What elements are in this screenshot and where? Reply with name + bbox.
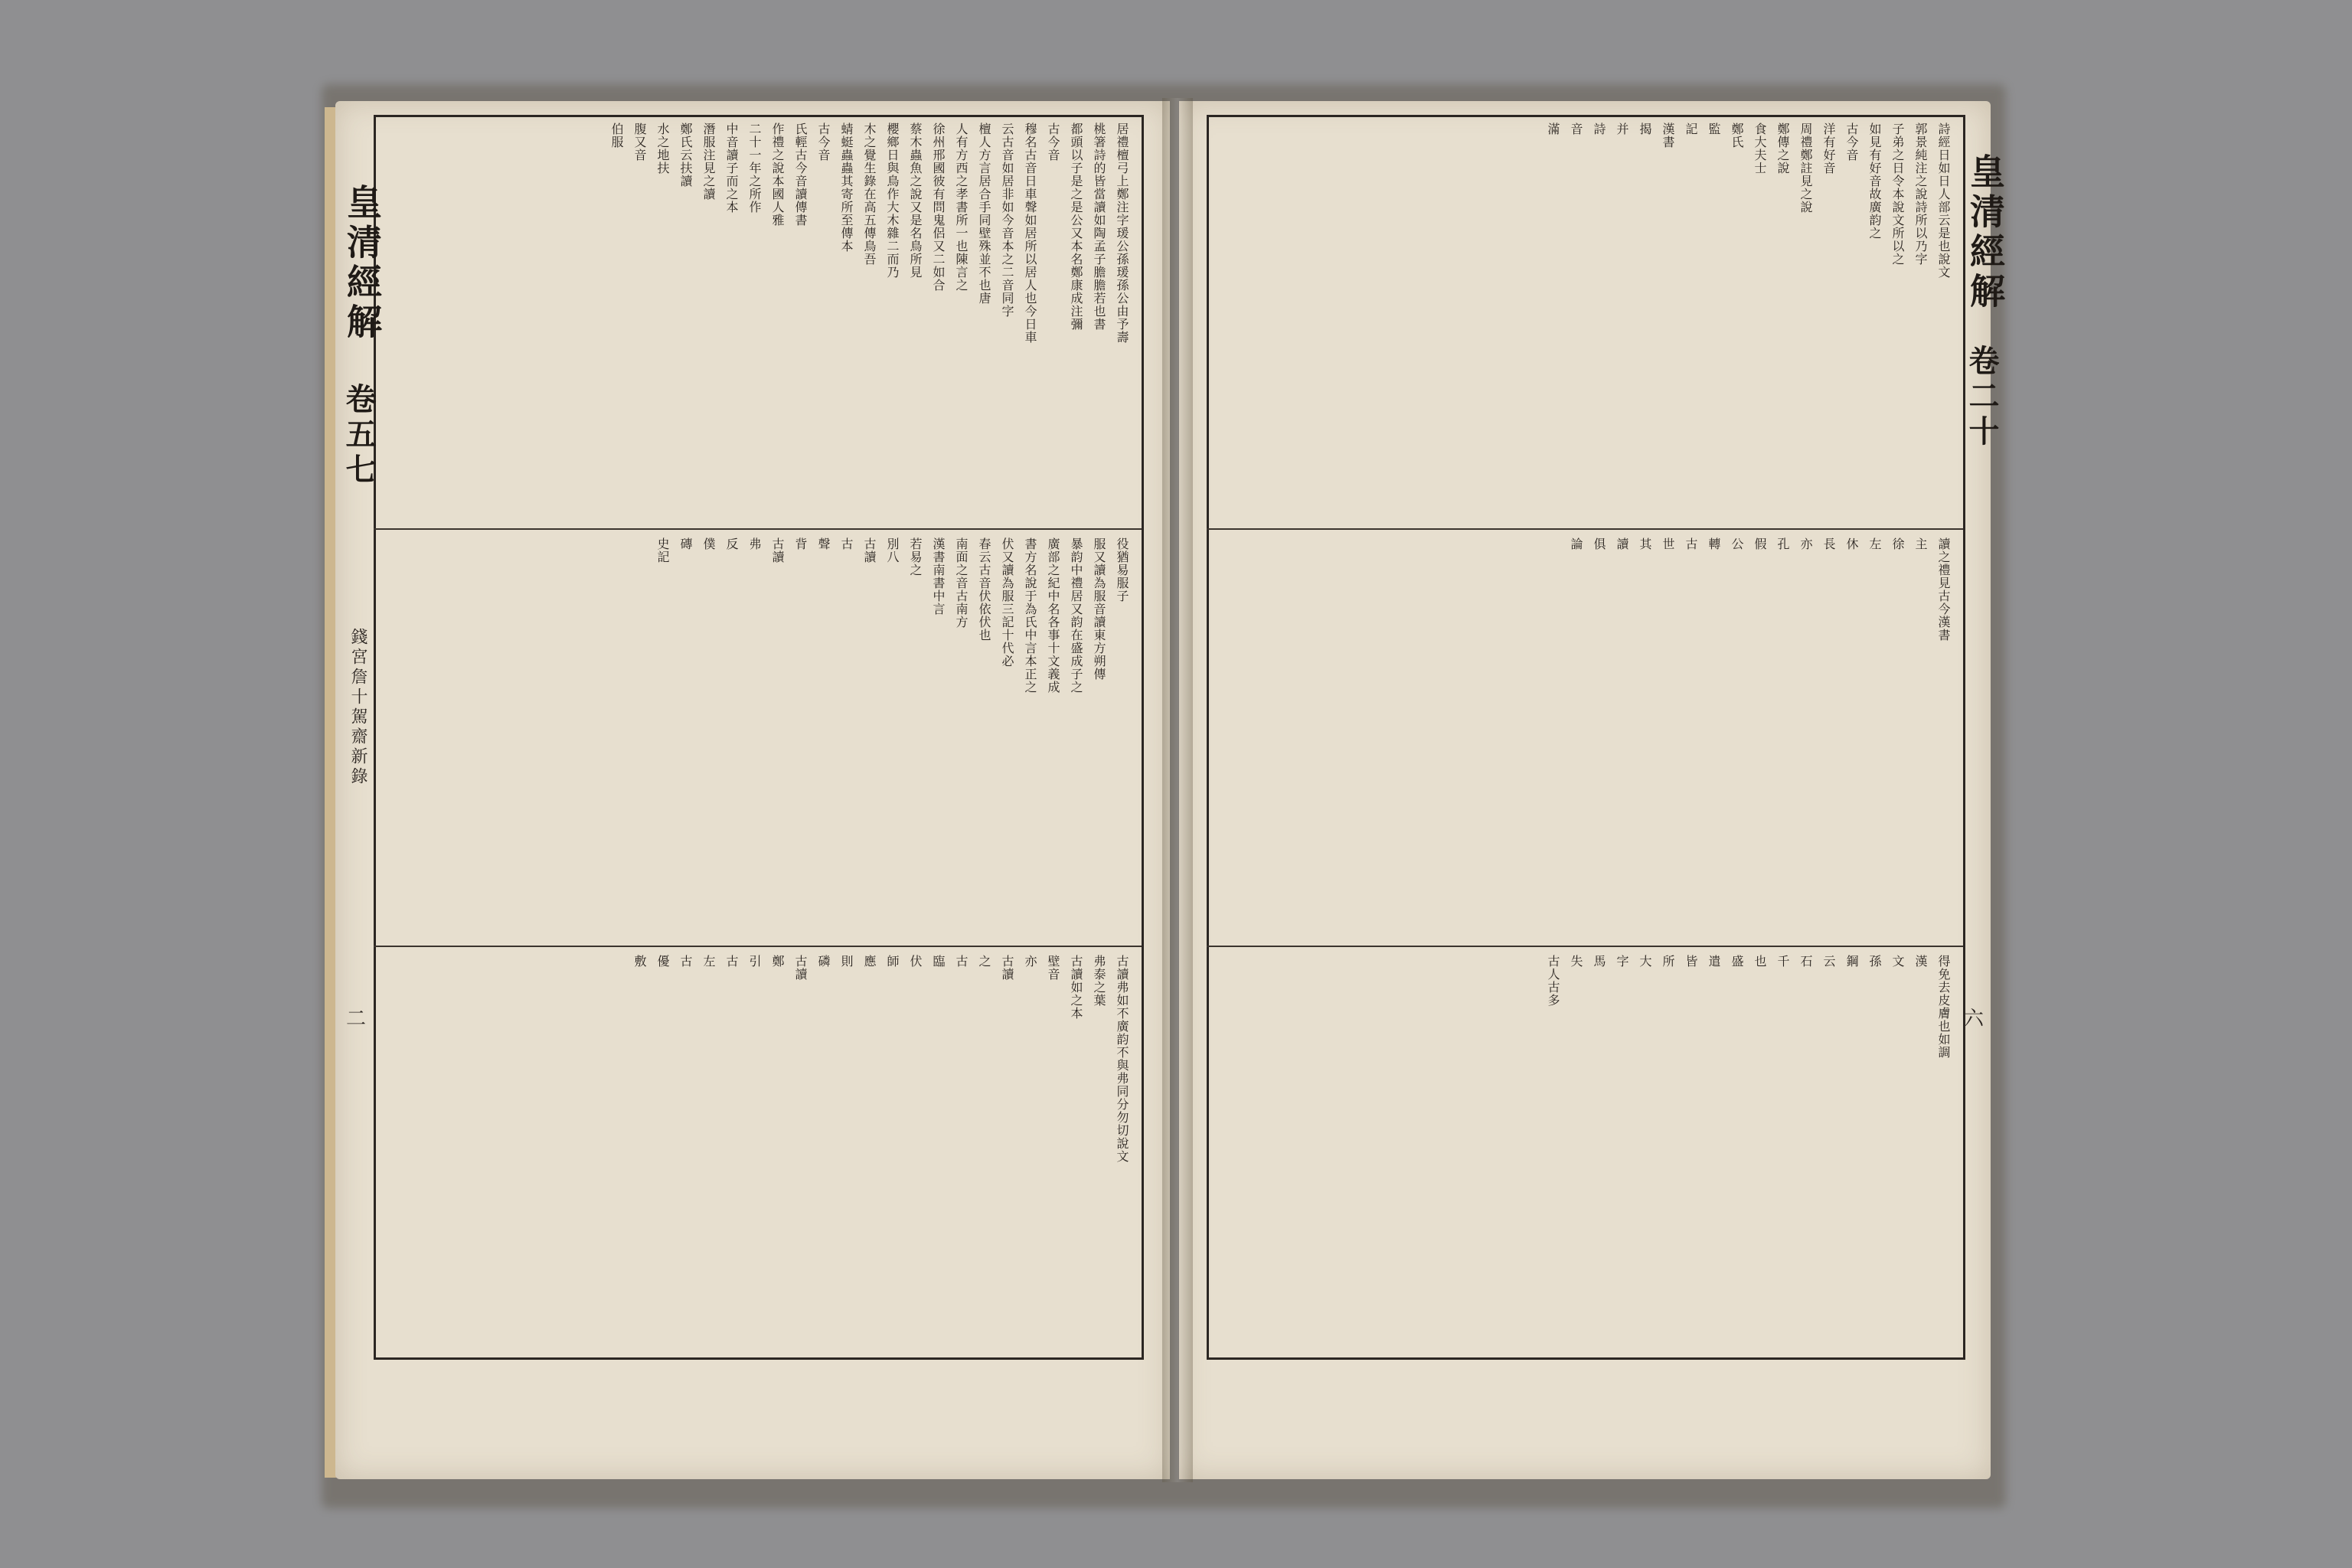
- right-middle-column: 長: [1821, 537, 1836, 550]
- right-top-column: 子弟之日令本說文所以之: [1890, 122, 1905, 266]
- right-middle-column: 休: [1844, 537, 1859, 550]
- left-bottom-column: 左: [701, 955, 716, 968]
- left-middle-band: [383, 537, 1133, 936]
- right-top-column: 記: [1684, 122, 1698, 136]
- right-middle-column: 其: [1638, 537, 1652, 550]
- left-top-column: 穆名古音日車聲如居所以居人也今日車: [1023, 122, 1037, 344]
- right-bottom-column: 皆: [1684, 955, 1698, 968]
- right-bottom-column: 得免去皮膚也如調: [1936, 955, 1951, 1059]
- right-middle-column: 讀: [1615, 537, 1629, 550]
- right-middle-column: 俱: [1592, 537, 1606, 550]
- right-bottom-column: 古人古多: [1546, 955, 1560, 1007]
- left-top-column: 鄭氏云扶讀: [678, 122, 693, 188]
- right-band-divider-1: [1207, 528, 1963, 530]
- left-top-column: 人有方西之孝書所一也陳言之: [954, 122, 969, 292]
- left-bottom-column: 古讀弗如不廣韵不與弗同分勿切說文: [1115, 955, 1129, 1163]
- left-bottom-column: 古: [724, 955, 739, 968]
- right-middle-column: 讀之禮見古今漢書: [1936, 537, 1951, 642]
- right-top-column: 鄭傳之說: [1775, 122, 1790, 175]
- right-top-column: 詩經日如日人部云是也說文: [1936, 122, 1951, 279]
- right-margin-title: 皇清經解: [1965, 153, 2006, 312]
- left-top-column: 腹又音: [632, 122, 647, 162]
- right-middle-column: 亦: [1798, 537, 1813, 550]
- right-top-column: 古今音: [1844, 122, 1859, 162]
- right-folio: 六: [1964, 1008, 1984, 1031]
- left-bottom-column: 古讀如之本: [1069, 955, 1083, 1020]
- left-bottom-band: [383, 955, 1133, 1349]
- left-bottom-column: 古讀: [1000, 955, 1014, 981]
- right-bottom-column: 文: [1890, 955, 1905, 968]
- right-bottom-column: 字: [1615, 955, 1629, 968]
- left-top-column: 氏輕古今音讀傳書: [793, 122, 808, 227]
- left-top-column: 蜻蜓蟲蟲其寄所至傳本: [839, 122, 854, 253]
- left-top-column: 古今音: [816, 122, 831, 162]
- right-bottom-column: 石: [1798, 955, 1813, 968]
- left-middle-column: 書方名說于為氏中言本正之: [1023, 537, 1037, 694]
- right-bottom-column: 馬: [1592, 955, 1606, 968]
- left-middle-column: 漢書南書中言: [931, 537, 946, 616]
- right-top-column: 滿: [1546, 122, 1560, 136]
- left-middle-column: 弗: [747, 537, 762, 550]
- right-bottom-column: 遣: [1707, 955, 1721, 968]
- left-middle-column: 別八: [885, 537, 900, 564]
- right-top-column: 漢書: [1661, 122, 1675, 149]
- left-middle-column: 役猶易服子: [1115, 537, 1129, 603]
- left-top-band: [383, 122, 1133, 521]
- left-bottom-column: 則: [839, 955, 854, 968]
- left-middle-column: 聲: [816, 537, 831, 550]
- left-top-column: 桃箸詩的皆當讀如陶孟子膽膽若也書: [1092, 122, 1106, 331]
- right-bottom-column: 也: [1753, 955, 1767, 968]
- left-top-column: 作禮之說本國人雅: [770, 122, 785, 227]
- left-middle-column: 僕: [701, 537, 716, 550]
- left-bottom-column: 伏: [908, 955, 923, 968]
- left-middle-column: 古讀: [862, 537, 877, 564]
- right-top-column: 監: [1707, 122, 1721, 136]
- left-bottom-column: 古讀: [793, 955, 808, 981]
- left-bottom-column: 亦: [1023, 955, 1037, 968]
- right-bottom-column: 千: [1775, 955, 1790, 968]
- left-bottom-column: 古: [954, 955, 969, 968]
- left-top-column: 徐州邢國彼有問鬼侶又二如合: [931, 122, 946, 292]
- left-middle-column: 古: [839, 537, 854, 550]
- left-bottom-column: 弗泰之葉: [1092, 955, 1106, 1007]
- left-top-column: 古今音: [1046, 122, 1060, 162]
- right-middle-column: 主: [1913, 537, 1928, 550]
- right-bottom-column: 所: [1661, 955, 1675, 968]
- left-top-column: 潛服注見之讀: [701, 122, 716, 201]
- right-middle-column: 徐: [1890, 537, 1905, 550]
- right-middle-column: 世: [1661, 537, 1675, 550]
- book-spine: [1162, 98, 1193, 1482]
- right-top-column: 洋有好音: [1821, 122, 1836, 175]
- left-top-column: 櫻鄉日與鳥作大木雜二而乃: [885, 122, 900, 279]
- left-top-column: 中音讀子而之本: [724, 122, 739, 214]
- left-middle-column: 若易之: [908, 537, 923, 577]
- right-middle-column: 公: [1730, 537, 1744, 550]
- left-bottom-column: 臨: [931, 955, 946, 968]
- left-top-column: 都頭以子是之是公又本名鄭康成注彌: [1069, 122, 1083, 331]
- left-middle-column: 服又讀為服音讀東方朔傳: [1092, 537, 1106, 681]
- right-bottom-column: 云: [1821, 955, 1836, 968]
- right-top-column: 音: [1569, 122, 1583, 136]
- left-bottom-column: 古: [678, 955, 693, 968]
- right-top-column: 并: [1615, 122, 1629, 136]
- right-bottom-column: 失: [1569, 955, 1583, 968]
- right-middle-column: 假: [1753, 537, 1767, 550]
- right-middle-column: 論: [1569, 537, 1583, 550]
- left-bottom-column: 之: [977, 955, 991, 968]
- left-bottom-column: 壁音: [1046, 955, 1060, 981]
- right-top-column: 周禮鄭註見之說: [1798, 122, 1813, 214]
- right-top-column: 揭: [1638, 122, 1652, 136]
- left-bottom-column: 磷: [816, 955, 831, 968]
- left-middle-column: 春云古音伏依伏也: [977, 537, 991, 642]
- left-top-column: 蔡木蟲魚之說又是名鳥所見: [908, 122, 923, 279]
- right-top-column: 郭景純注之說詩所以乃字: [1913, 122, 1928, 266]
- left-bottom-column: 引: [747, 955, 762, 968]
- left-middle-column: 暴韵中禮居又韵在盛成子之: [1069, 537, 1083, 694]
- left-top-column: 二十一年之所作: [747, 122, 762, 214]
- left-bottom-column: 應: [862, 955, 877, 968]
- left-bottom-column: 優: [655, 955, 670, 968]
- left-volume-label: 卷五七: [341, 383, 377, 488]
- right-top-column: 詩: [1592, 122, 1606, 136]
- right-band-divider-2: [1207, 946, 1963, 947]
- left-middle-column: 史記: [655, 537, 670, 564]
- left-top-column: 伯服: [609, 122, 624, 149]
- left-top-column: 木之覺生錄在高五傳鳥吾: [862, 122, 877, 266]
- left-middle-column: 南面之音古南方: [954, 537, 969, 629]
- right-middle-column: 孔: [1775, 537, 1790, 550]
- right-top-column: 食大夫士: [1753, 122, 1767, 175]
- left-band-divider-1: [374, 528, 1142, 530]
- left-bottom-column: 師: [885, 955, 900, 968]
- right-bottom-column: 漢: [1913, 955, 1928, 968]
- left-top-column: 水之地扶: [655, 122, 670, 175]
- right-bottom-column: 大: [1638, 955, 1652, 968]
- right-bottom-column: 盛: [1730, 955, 1744, 968]
- right-top-column: 如見有好音故廣韵之: [1867, 122, 1882, 240]
- right-middle-column: 轉: [1707, 537, 1721, 550]
- left-bottom-column: 敷: [632, 955, 647, 968]
- left-middle-column: 背: [793, 537, 808, 550]
- right-middle-column: 古: [1684, 537, 1698, 550]
- left-bottom-column: 鄭: [770, 955, 785, 968]
- right-bottom-column: 鋼: [1844, 955, 1859, 968]
- left-top-column: 云古音如居非如今音本之二音同字: [1000, 122, 1014, 318]
- left-middle-column: 古讀: [770, 537, 785, 564]
- left-middle-column: 伏又讀為服三記十代必: [1000, 537, 1014, 668]
- left-middle-column: 廣部之紀中名各事十文義成: [1046, 537, 1060, 694]
- left-top-column: 居禮檀弓上鄭注字瑗公孫瑗孫公由予壽: [1115, 122, 1129, 344]
- left-folio: 二: [346, 1008, 367, 1031]
- right-volume-label: 卷二十: [1964, 345, 2000, 450]
- right-bottom-column: 孫: [1867, 955, 1882, 968]
- left-top-column: 檀人方言居合手同壁殊並不也唐: [977, 122, 991, 305]
- right-top-column: 鄭氏: [1730, 122, 1744, 149]
- left-printer-note: 錢宮詹十駕齋新錄: [348, 628, 368, 787]
- left-band-divider-2: [374, 946, 1142, 947]
- left-middle-column: 磚: [678, 537, 693, 550]
- right-top-band: [1216, 122, 1955, 521]
- left-middle-column: 反: [724, 537, 739, 550]
- right-middle-band: [1216, 537, 1955, 936]
- left-margin-title: 皇清經解: [341, 184, 383, 343]
- right-middle-column: 左: [1867, 537, 1882, 550]
- right-bottom-band: [1216, 955, 1955, 1349]
